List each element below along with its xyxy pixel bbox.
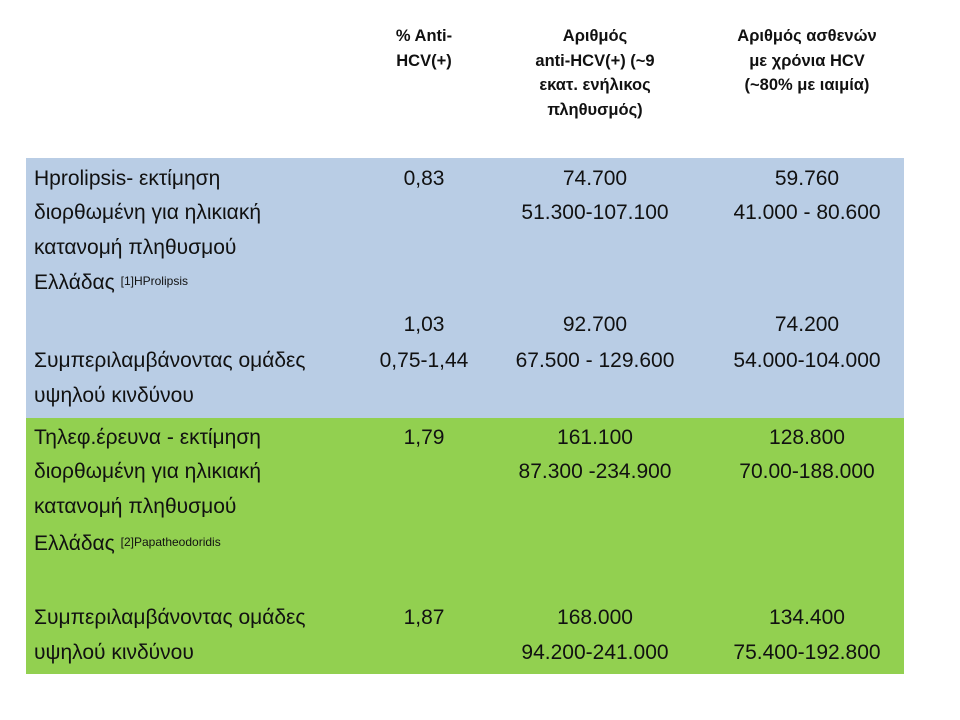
pct-value: 1,79 [403,426,445,449]
row-label [34,529,221,560]
pct-value: 1,03 [403,313,445,336]
count-value: 168.000 [557,606,633,629]
header-anti-hcv-percent [368,24,480,73]
row-label: Τηλεφ.έρευνα - εκτίμηση [34,426,261,449]
chronic-value: 134.400 [769,606,845,629]
row-label-text: Ελλάδας [34,271,115,294]
reference-note: [1]HProlipsis [120,274,188,288]
chronic-value: 74.200 [774,313,840,336]
chronic-value: 59.760 [774,167,840,190]
row-label [34,268,188,299]
pct-range: 0,75-1,44 [379,349,469,372]
header-text: Αριθμός [562,27,628,45]
pct-value: 0,83 [403,167,445,190]
pct-value: 1,87 [403,606,445,629]
header-text: HCV(+) [396,51,452,70]
row-label-text: Ελλάδας [34,532,115,555]
row-label: υψηλού κινδύνου [34,384,194,407]
header-text: Αριθμός ασθενών [737,27,877,45]
count-range: 94.200-241.000 [521,641,669,664]
chronic-value: 128.800 [769,426,845,449]
row-label: κατανομή πληθυσμού [34,236,237,259]
header-text: anti-HCV(+) (~9 [535,51,655,70]
header-anti-hcv-count [482,24,708,122]
header-text: πληθυσμός) [547,100,643,119]
count-range: 67.500 - 129.600 [515,349,675,372]
row-label: υψηλού κινδύνου [34,641,194,664]
count-value: 161.100 [557,426,633,449]
chronic-range: 41.000 - 80.600 [733,201,881,224]
row-label: Hprolipsis- εκτίμηση [34,167,221,190]
row-label: κατανομή πληθυσμού [34,495,237,518]
header-text: εκατ. ενήλικος [539,76,651,94]
count-value: 92.700 [562,313,628,336]
row-label: Συμπεριλαμβάνοντας ομάδες [34,349,306,372]
header-text: (~80% με ιαιμία) [744,76,870,94]
count-value: 74.700 [562,167,628,190]
header-chronic-patients [710,24,904,98]
header-text: με χρόνια HCV [749,51,865,70]
reference-note: [2]Papatheodoridis [120,535,221,549]
chronic-range: 75.400-192.800 [733,641,881,664]
count-range: 51.300-107.100 [521,201,669,224]
row-label: Συμπεριλαμβάνοντας ομάδες [34,606,306,629]
chronic-range: 54.000-104.000 [733,349,881,372]
count-range: 87.300 -234.900 [518,460,672,483]
row-label: διορθωμένη για ηλικιακή [34,201,262,224]
row-label: διορθωμένη για ηλικιακή [34,460,262,483]
chronic-range: 70.00-188.000 [739,460,875,483]
header-text: % Anti- [395,27,453,45]
